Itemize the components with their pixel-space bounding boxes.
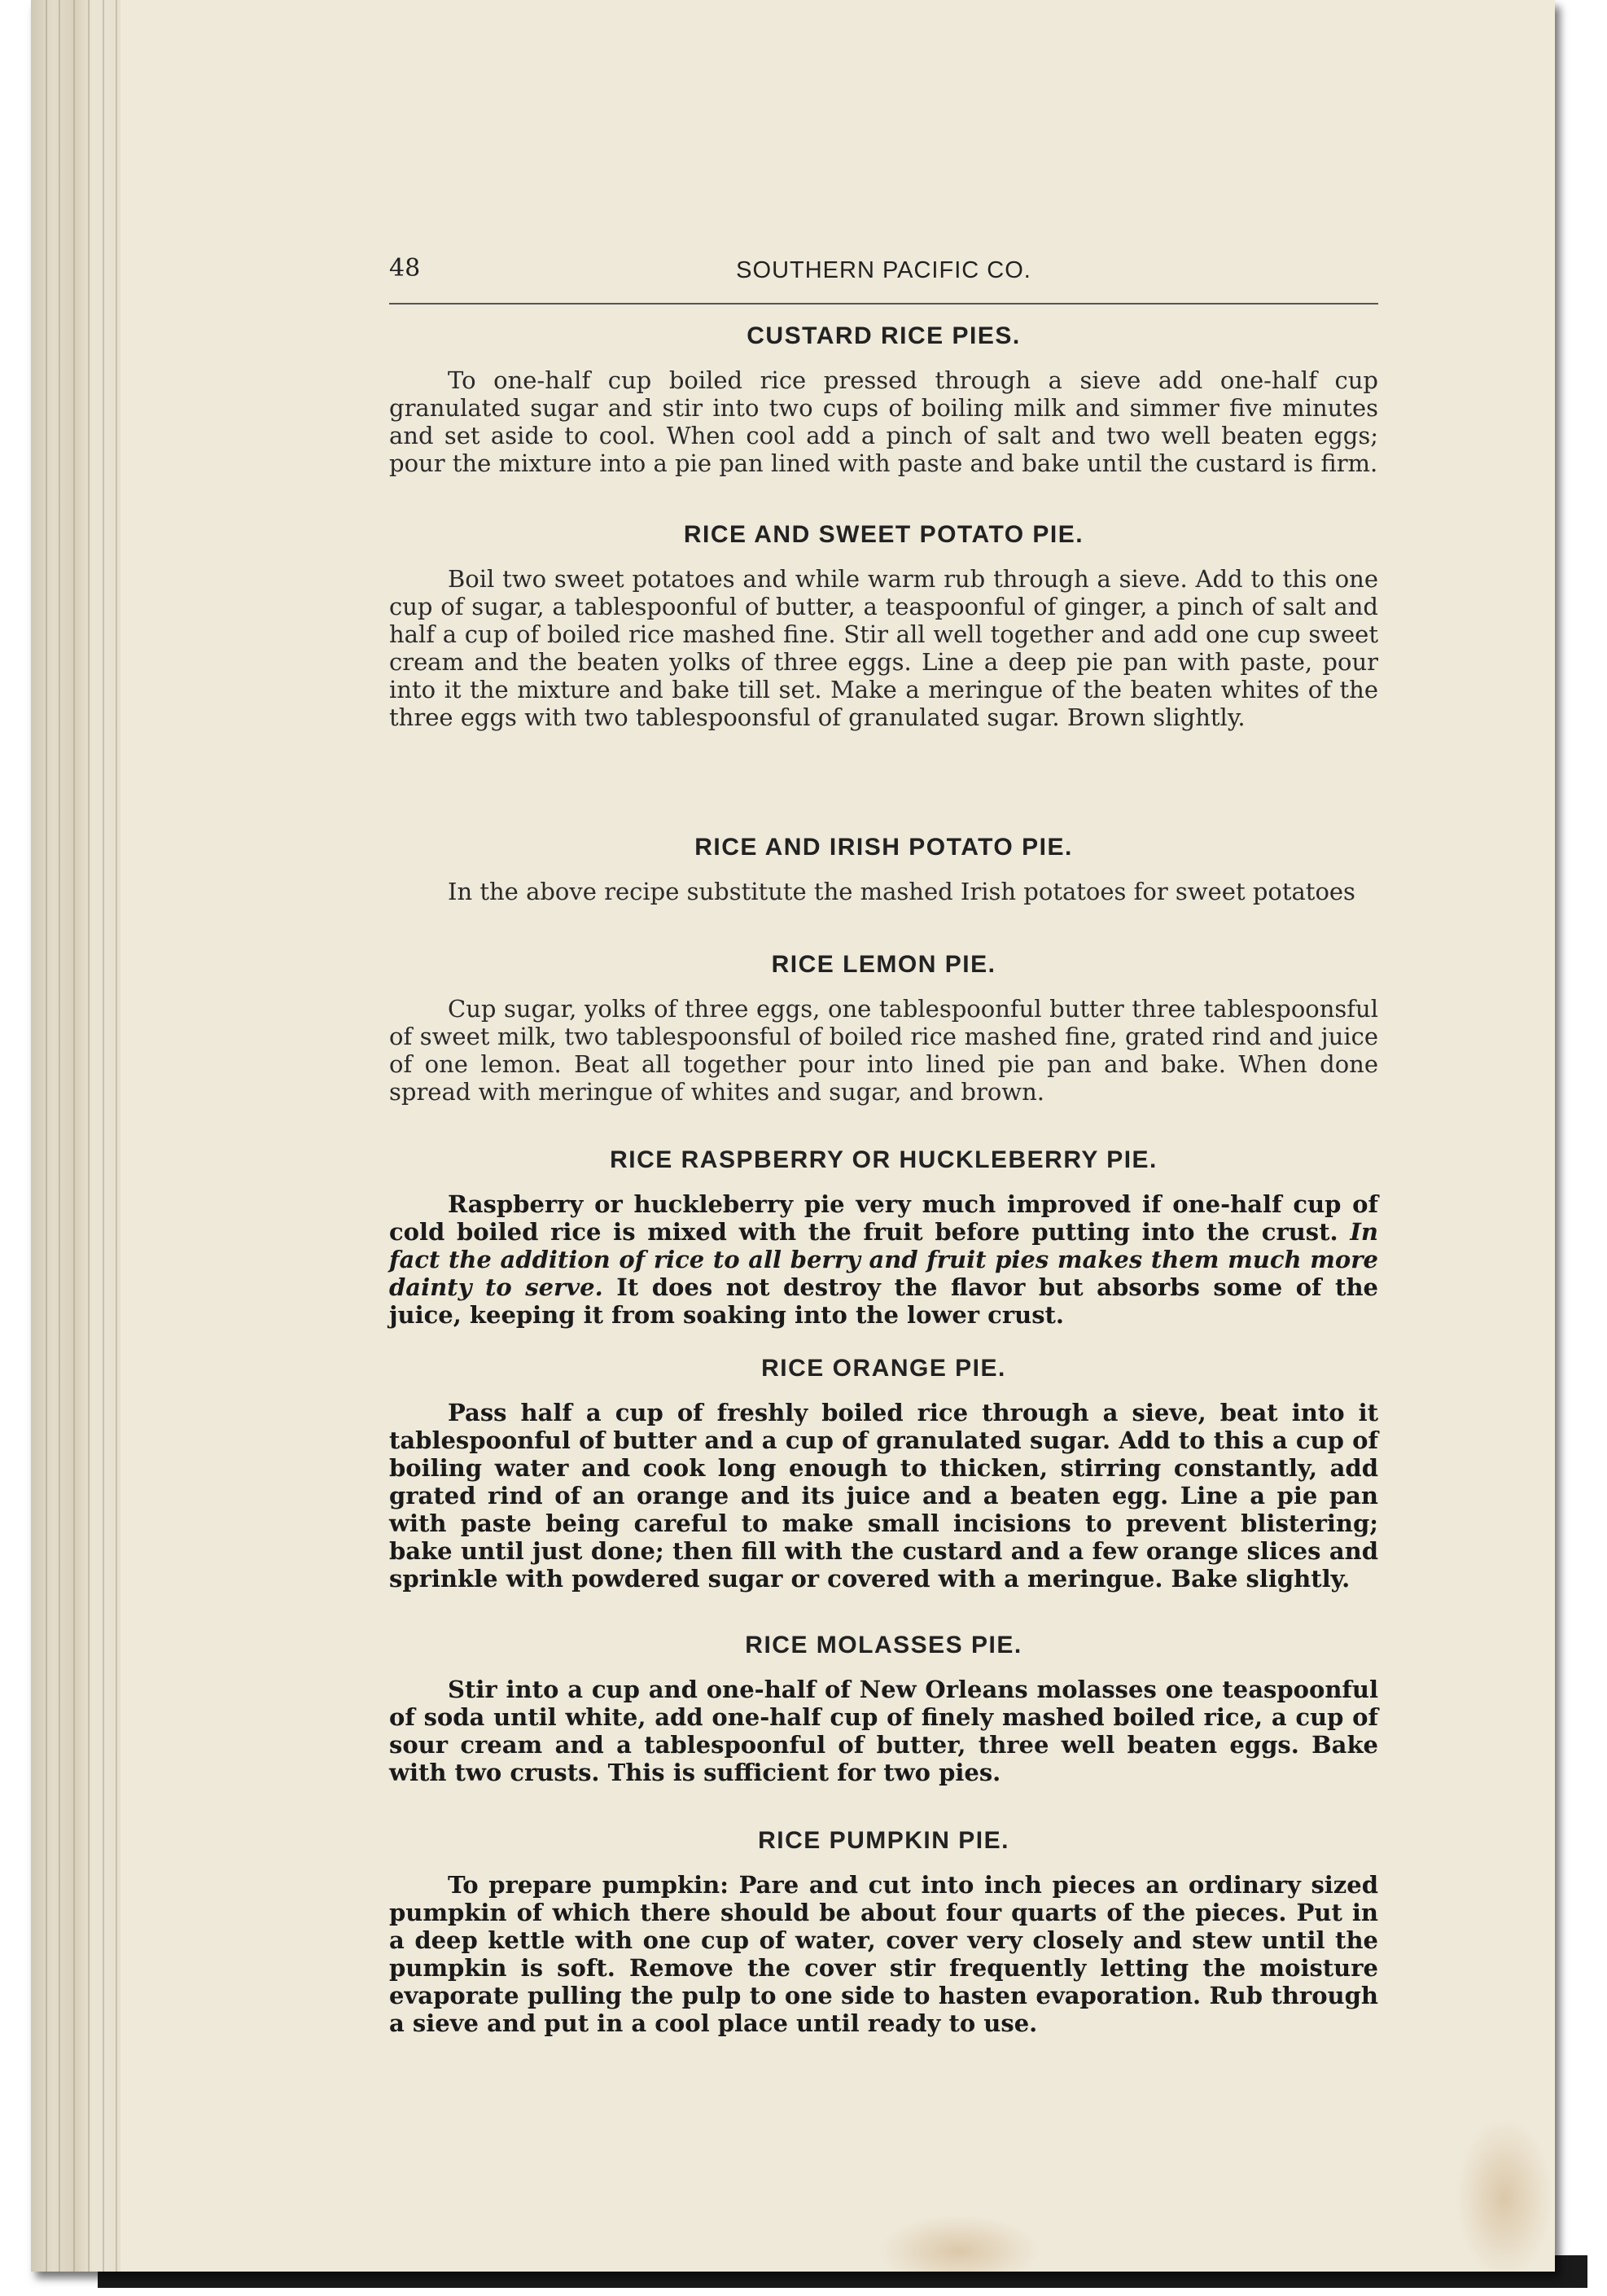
recipe-title: CUSTARD RICE PIES. [747,322,1021,349]
recipe-text-part: It does not destroy the flavor but absorbs some of the juice, keeping it from soaking into the lower crust. [389,1273,1378,1329]
recipe-rice-molasses-pie [389,1632,1378,1786]
page-stain [878,2215,1040,2272]
recipe-rice-orange-pie [389,1355,1378,1593]
recipe-text: Boil two sweet potatoes and while warm rub through a sieve. Add to this one cup of sugar, a tablespoonful of butter, a teaspoonful of ginger, a pinch of salt and half a cup of boiled rice mashed fine. Stir all well together and add one cup sweet cream and the beaten yolks of three eggs. Line a deep pie pan with paste, pour into it the mixture and bake till set. Make a meringue of the beaten whites of the three eggs with two tablespoonsful of granulated sugar. Brown slightly. [389,565,1378,731]
recipe-text: To one-half cup boiled rice pressed through a sieve add one-half cup granulated sugar and stir into two cups of boiling milk and simmer five minutes and set aside to cool. When cool add a pinch of salt and two well beaten eggs; pour the mixture into a pie pan lined with paste and bake until the custard is firm. [389,366,1378,477]
recipe-text [389,1190,1378,1329]
running-head: SOUTHERN PACIFIC CO. [736,257,1031,283]
recipe-rice-sweet-potato-pie [389,521,1378,731]
recipe-text-part: Raspberry or huckleberry pie very much improved if one-half cup of cold boiled rice is mixed with the fruit before putting into the crust. [389,1190,1378,1246]
recipe-text: To prepare pumpkin: Pare and cut into inch pieces an ordinary sized pumpkin of which there should be about four quarts of the pieces. Put in a deep kettle with one cup of water, cover very closely and stew until the pumpkin is soft. Remove the cover stir frequently letting the moisture evaporate pulling the pulp to one side to hasten evaporation. Rub through a sieve and put in a cool place until ready to use. [389,1871,1378,2037]
page-number: 48 [389,254,421,283]
recipe-text: Cup sugar, yolks of three eggs, one tablespoonful butter three tablespoonsful of sweet milk, two tablespoonsful of boiled rice mashed fine, grated rind and juice of one lemon. Beat all together pour into lined pie pan and bake. When done spread with meringue of whites and sugar, and brown. [389,995,1378,1106]
recipe-title: RICE RASPBERRY OR HUCKLEBERRY PIE. [610,1146,1158,1173]
recipe-text: Pass half a cup of freshly boiled rice through a sieve, beat into it tablespoonful of butter and a cup of granulated sugar. Add to this a cup of boiling water and cook long enough to thicken, stirring constantly, add grated rind of an orange and its juice and a beaten egg. Line a pie pan with paste being careful to make small incisions to prevent blistering; bake until just done; then fill with the custard and a few orange slices and sprinkle with powdered sugar or covered with a meringue. Bake slightly. [389,1399,1378,1593]
page-spine [31,0,120,2272]
recipe-rice-pumpkin-pie [389,1827,1378,2037]
recipe-rice-lemon-pie [389,951,1378,1106]
recipe-title: RICE AND IRISH POTATO PIE. [694,834,1073,861]
page-stain [1456,2117,1553,2272]
recipe-rice-raspberry-pie [389,1146,1378,1329]
recipe-title: RICE AND SWEET POTATO PIE. [683,521,1084,548]
recipe-custard-rice-pies [389,322,1378,477]
recipe-text-italic: In fact the addition of rice to all berry and fruit pies makes them much more dainty to serve. [389,1218,1378,1301]
book-page [31,0,1555,2272]
recipe-title: RICE LEMON PIE. [771,951,996,978]
recipe-text: Stir into a cup and one-half of New Orleans molasses one teaspoonful of soda until white, add one-half cup of finely mashed boiled rice, a cup of sour cream and a tablespoonful of butter, three well beaten eggs. Bake with two crusts. This is sufficient for two pies. [389,1676,1378,1786]
recipe-title: RICE MOLASSES PIE. [745,1632,1022,1658]
recipe-title: RICE PUMPKIN PIE. [758,1827,1009,1854]
recipe-text: In the above recipe substitute the mashed Irish potatoes for sweet potatoes [448,878,1355,905]
page-header [389,254,1378,305]
recipe-rice-irish-potato-pie [389,834,1378,905]
recipe-title: RICE ORANGE PIE. [761,1355,1006,1382]
